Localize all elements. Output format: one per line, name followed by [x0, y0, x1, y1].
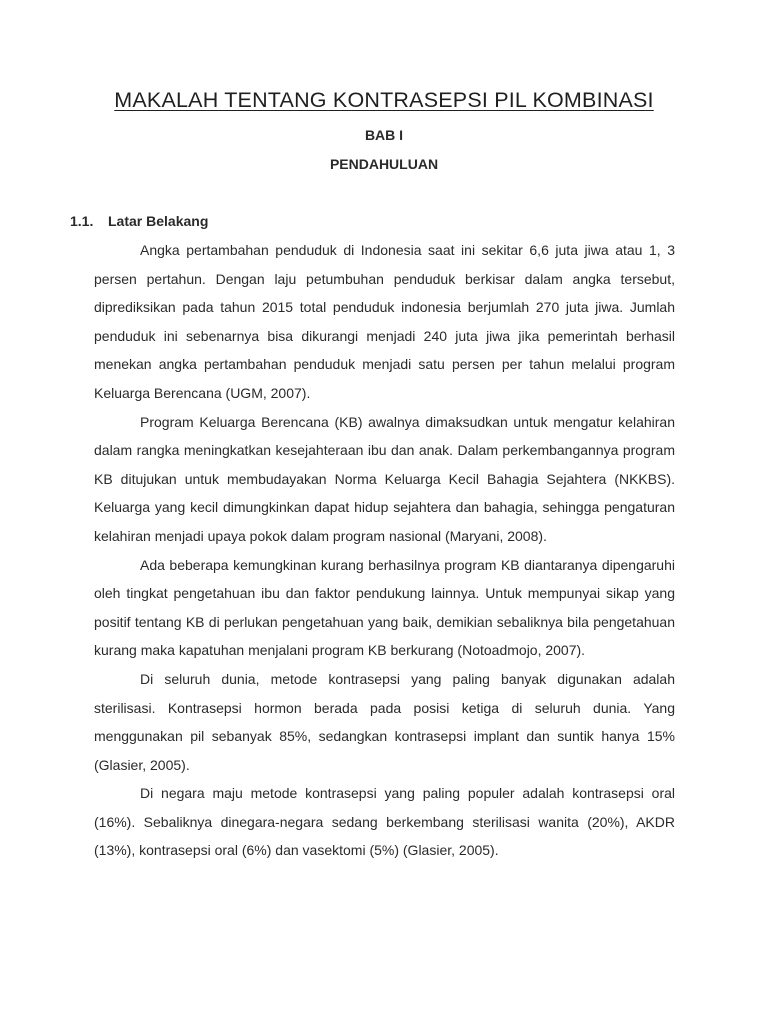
- paragraph: Di negara maju metode kontrasepsi yang paling populer adalah kontrasepsi oral (16%). Sebaliknya dinegara-negara sedang berkembang sterilisasi wanita (20%), AKDR (13%), kontrasepsi oral (6%) dan vasektomi (5%) (Glasier, 2005).: [94, 785, 675, 859]
- chapter-title: PENDAHULUAN: [329, 156, 439, 172]
- section-heading: [70, 213, 208, 229]
- chapter-label: BAB I: [364, 127, 404, 143]
- paragraph: Angka pertambahan penduduk di Indonesia saat ini sekitar 6,6 juta jiwa atau 1, 3 persen pertahun. Dengan laju petumbuhan penduduk berkisar dalam angka tersebut, diprediksikan pada tahun 2015 total penduduk indonesia berjumlah 270 juta jiwa. Jumlah penduduk ini sebenarnya bisa dikurangi menjadi 240 juta jiwa jika pemerintah berhasil menekan angka pertambahan penduduk menjadi satu persen per tahun melalui program Keluarga Berencana (UGM, 2007).: [94, 242, 675, 401]
- document-title-text: MAKALAH TENTANG KONTRASEPSI PIL KOMBINASI: [114, 88, 654, 112]
- section-title: Latar Belakang: [108, 213, 209, 229]
- paragraph: Ada beberapa kemungkinan kurang berhasilnya program KB diantaranya dipengaruhi oleh tingkat pengetahuan ibu dan faktor pendukung lainnya. Untuk mempunyai sikap yang positif tentang KB di perlukan pengetahuan yang baik, demikian sebaliknya bila pengetahuan kurang maka kapatuhan menjalani program KB berkurang (Notoadmojo, 2007).: [94, 556, 675, 659]
- body-text: [94, 236, 675, 865]
- paragraph: Di seluruh dunia, metode kontrasepsi yang paling banyak digunakan adalah sterilisasi. Kontrasepsi hormon berada pada posisi ketiga di seluruh dunia. Yang menggunakan pil sebanyak 85%, sedangkan kontrasepsi implant dan suntik hanya 15% (Glasier, 2005).: [94, 670, 675, 773]
- document-title: [0, 88, 768, 113]
- section-number: 1.1.: [70, 213, 94, 229]
- paragraph: Program Keluarga Berencana (KB) awalnya dimaksudkan untuk mengatur kelahiran dalam rangka meningkatkan kesejahteraan ibu dan anak. Dalam perkembangannya program KB ditujukan untuk membudayakan Norma Keluarga Kecil Bahagia Sejahtera (NKKBS). Keluarga yang kecil dimungkinkan dapat hidup sejahtera dan bahagia, sehingga pengaturan kelahiran menjadi upaya pokok dalam program nasional (Maryani, 2008).: [94, 413, 675, 544]
